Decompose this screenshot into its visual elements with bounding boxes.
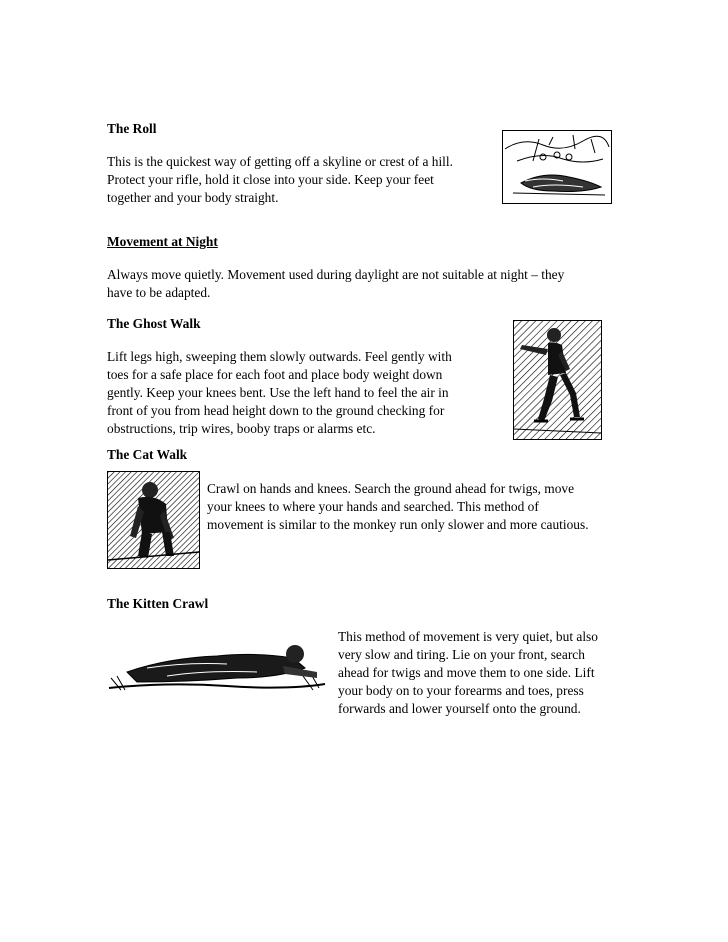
text-line: very slow and tiring. Lie on your front, search	[338, 647, 585, 662]
text-line: toes for a safe place for each foot and place body weight down	[107, 367, 443, 382]
heading-the-ghost-walk: The Ghost Walk	[107, 316, 201, 331]
paragraph-the-ghost-walk	[107, 348, 452, 438]
text-line: ahead for twigs and move them to one side. Lift	[338, 665, 595, 680]
text-line: together and your body straight.	[107, 190, 279, 205]
text-line: obstructions, trip wires, booby traps or alarms etc.	[107, 421, 376, 436]
text-line: Crawl on hands and knees. Search the ground ahead for twigs, move	[207, 481, 575, 496]
text-line: forwards and lower yourself onto the ground.	[338, 701, 581, 716]
heading-movement-at-night: Movement at Night	[107, 234, 218, 249]
heading-the-cat-walk: The Cat Walk	[107, 447, 188, 462]
text-line: Protect your rifle, hold it close into your side. Keep your feet	[107, 172, 434, 187]
paragraph-movement-at-night	[107, 266, 564, 302]
roll-illustration	[502, 130, 612, 204]
ghost-walk-illustration	[513, 320, 602, 440]
text-line: front of you from head height down to the ground checking for	[107, 403, 445, 418]
heading-the-kitten-crawl: The Kitten Crawl	[107, 596, 209, 611]
text-line: your body on to your forearms and toes, press	[338, 683, 584, 698]
paragraph-the-kitten-crawl	[338, 628, 598, 718]
text-line: This method of movement is very quiet, but also	[338, 629, 598, 644]
text-line: movement is similar to the monkey run only slower and more cautious.	[207, 517, 589, 532]
kitten-crawl-illustration	[107, 638, 327, 696]
paragraph-the-roll	[107, 153, 453, 207]
text-line: Always move quietly. Movement used during daylight are not suitable at night – they	[107, 267, 565, 282]
text-line: This is the quickest way of getting off a skyline or crest of a hill.	[107, 154, 453, 169]
heading-the-roll: The Roll	[107, 121, 157, 136]
paragraph-the-cat-walk	[207, 480, 589, 534]
text-line: have to be adapted.	[107, 285, 211, 300]
text-line: gently. Keep your knees bent. Use the left hand to feel the air in	[107, 385, 449, 400]
text-line: your knees to where your hands and searched. This method of	[207, 499, 539, 514]
cat-walk-illustration	[107, 471, 200, 569]
text-line: Lift legs high, sweeping them slowly outwards. Feel gently with	[107, 349, 452, 364]
